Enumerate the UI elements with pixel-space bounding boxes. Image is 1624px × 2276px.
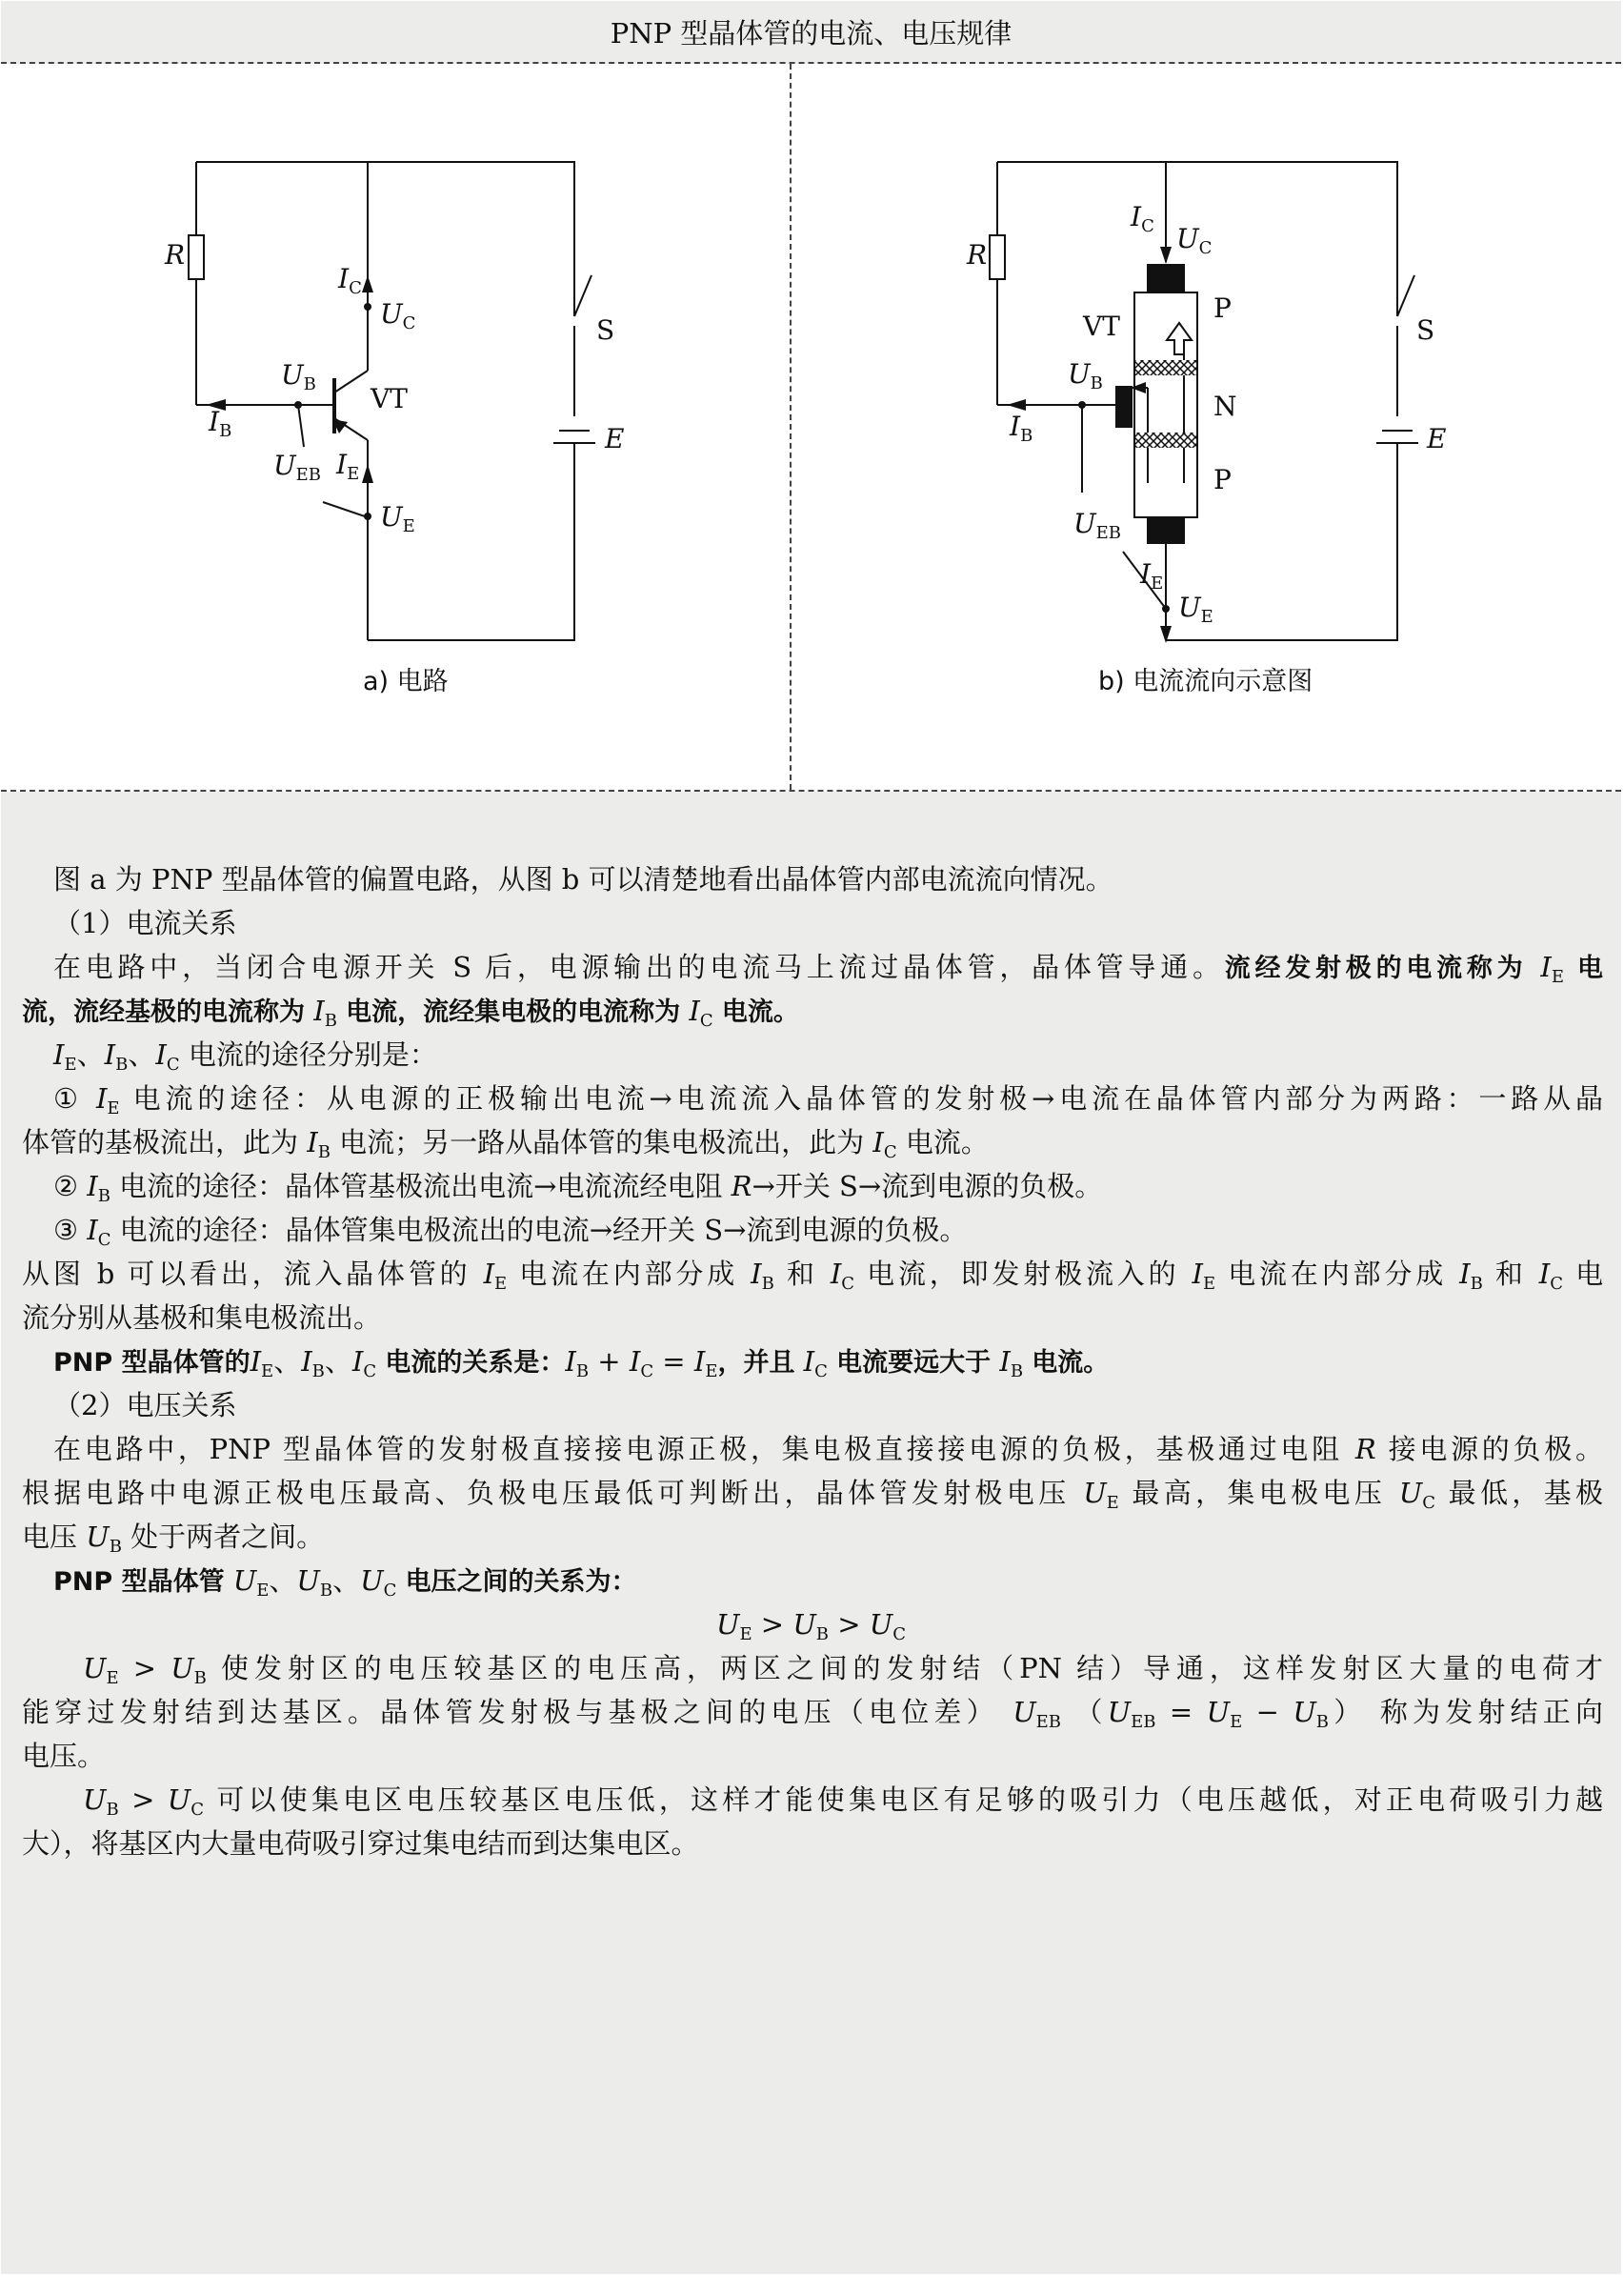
current-para-line1: 在电路中，当闭合电源开关 S 后，电源输出的电流马上流过晶体管，晶体管导通。流经发射极的电流称为 $I_E$ 电 [53,951,1604,987]
label-VT: VT [371,383,408,414]
label-E: E [605,423,625,454]
ie-path-line2: 体管的基极流出，此为 $I_B$ 电流；另一路从晶体管的集电极流出，此为 $I_C$ 电流。 [22,1126,989,1162]
figure-a-caption: a) 电路 [363,667,449,696]
label-R: R [967,239,988,271]
label-IC: $I_C$ [338,263,362,298]
label-N: N [1213,391,1237,422]
label-IB: $I_B$ [209,406,232,441]
voltage-formula: $U_E > U_B > U_C$ [715,1608,906,1644]
ub-uc-line2: 大），将基区内大量电荷吸引穿过集电结而到达集电区。 [22,1827,699,1860]
label-IB: $I_B$ [1010,411,1033,446]
figure-a-circuit [1,64,790,790]
section-current-heading: （1）电流关系 [53,907,237,939]
label-UE: $U_E$ [1178,592,1213,627]
page-title: PNP 型晶体管的电流、电压规律 [1,1,1621,64]
label-UEB: $U_{EB}$ [273,450,321,485]
ie-path-line1: ① $I_E$ 电流的途径：从电源的正极输出电流→电流流入晶体管的发射极→电流在晶体管内部分为两路：一路从晶 [53,1082,1604,1118]
label-UB: $U_B$ [1068,358,1103,393]
label-R: R [165,239,186,271]
label-UB: $U_B$ [281,359,316,394]
figure-b-caption: b) 电流流向示意图 [1098,667,1313,696]
voltage-para-line2: 根据电路中电源正极电压最高、负极电压最低可判断出，晶体管发射极电压 $U_E$ 最高，集电极电压 $U_C$ 最低，基极 [22,1477,1604,1513]
label-P2: P [1213,464,1232,495]
split-para-line2: 流分别从基极和集电极流出。 [22,1301,382,1334]
current-para-line2: 流，流经基极的电流称为 $I_B$ 电流，流经集电极的电流称为 $I_C$ 电流。 [22,995,799,1031]
figure-b-circuit [792,64,1621,790]
section-voltage-heading: （2）电压关系 [53,1389,237,1421]
label-UC: $U_C$ [1176,223,1213,258]
ue-ub-line3: 电压。 [22,1740,106,1772]
current-relation: PNP 型晶体管的$I_E$、$I_B$、$I_C$ 电流的关系是：$I_B + I_C = I_E$，并且 $I_C$ 电流要远大于 $I_B$ 电流。 [53,1345,1110,1381]
label-P1: P [1213,292,1232,324]
ue-ub-line1: $U_E > U_B$ 使发射区的电压较基区的电压高，两区之间的发射结（PN 结）导通，这样发射区大量的电荷才 [83,1652,1603,1688]
ib-path: ② $I_B$ 电流的途径：晶体管基极流出电流→电流流经电阻 R→开关 S→流到电源的负极。 [53,1170,1103,1206]
ue-ub-line2: 能穿过发射结到达基区。晶体管发射极与基极之间的电压（电位差） $U_{EB}$ $(U_{EB} = U_E - U_B)$ 称为发射结正向 [22,1696,1603,1732]
label-IE: $I_E$ [1140,558,1164,594]
label-IC: $I_C$ [1131,201,1154,236]
label-S: S [596,314,615,346]
ub-uc-line1: $U_B > U_C$ 可以使集电区电压较基区电压低，这样才能使集电区有足够的吸引力（电压越低，对正电荷吸引力越 [83,1783,1603,1820]
intro-paragraph: 图 a 为 PNP 型晶体管的偏置电路，从图 b 可以清楚地看出晶体管内部电流流向情况。 [53,863,1113,896]
explanation-panel [1,792,1621,2274]
voltage-para-line3: 电压 $U_B$ 处于两者之间。 [22,1521,325,1557]
label-UE: $U_E$ [380,501,415,536]
ic-path: ③ $I_C$ 电流的途径：晶体管集电极流出的电流→经开关 S→流到电源的负极。 [53,1214,968,1250]
label-IE: $I_E$ [336,449,360,484]
current-paths-intro: $I_E$、$I_B$、$I_C$ 电流的途径分别是： [53,1038,437,1075]
label-S: S [1416,314,1435,346]
label-E: E [1427,423,1447,454]
label-VT: VT [1083,311,1120,342]
voltage-para-line1: 在电路中，PNP 型晶体管的发射极直接接电源正极，集电极直接接电源的负极，基极通过电阻 R 接电源的负极。 [53,1433,1603,1465]
label-UC: $U_C$ [380,298,416,333]
label-UEB: $U_{EB}$ [1073,508,1121,543]
voltage-relation-heading: PNP 型晶体管 $U_E$、$U_B$、$U_C$ 电压之间的关系为： [53,1564,637,1601]
figure-row [1,64,1621,792]
split-para-line1: 从图 b 可以看出，流入晶体管的 $I_E$ 电流在内部分成 $I_B$ 和 $I_C$ 电流，即发射极流入的 $I_E$ 电流在内部分成 $I_B$ 和 $I_C$ 电 [22,1258,1604,1294]
